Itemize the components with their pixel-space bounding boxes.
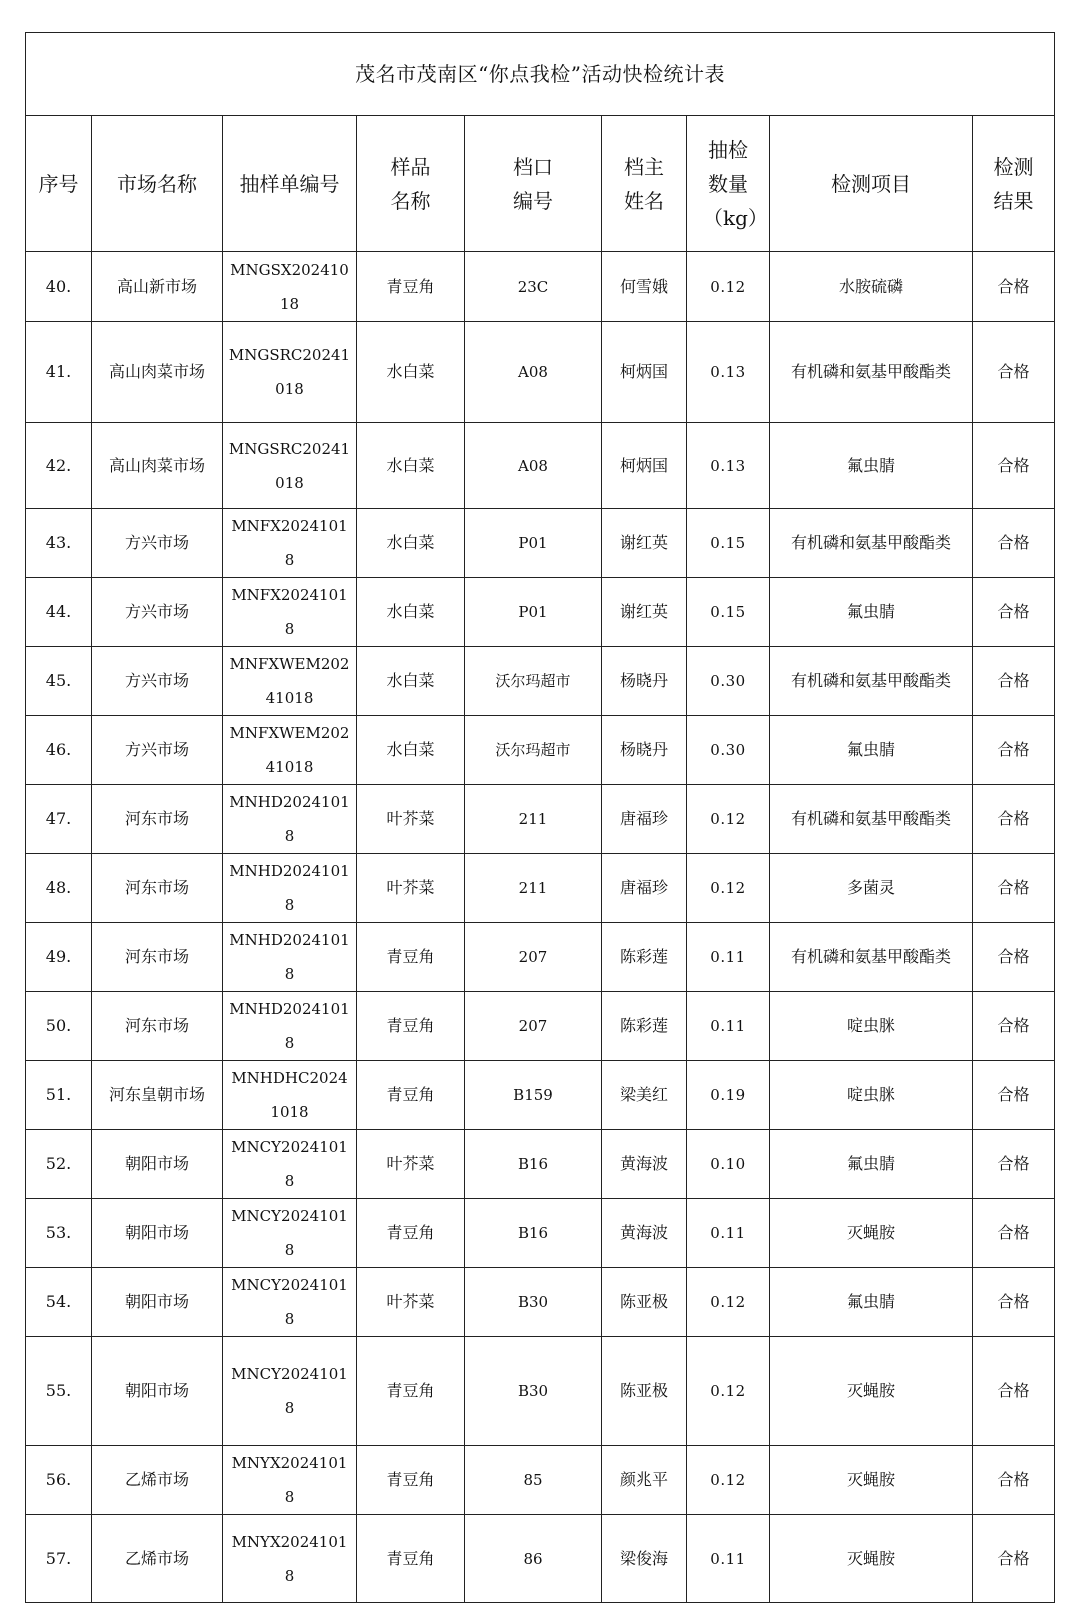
cell-seq: 41. [26,322,92,423]
cell-stall: 207 [465,992,602,1061]
cell-owner: 黄海波 [602,1130,687,1199]
cell-market: 朝阳市场 [92,1268,223,1337]
cell-result: 合格 [973,1268,1055,1337]
cell-market: 方兴市场 [92,647,223,716]
cell-seq: 46. [26,716,92,785]
cell-owner: 陈彩莲 [602,992,687,1061]
cell-item: 啶虫脒 [770,1061,973,1130]
cell-market: 朝阳市场 [92,1130,223,1199]
cell-sample: 水白菜 [357,716,465,785]
cell-owner: 梁美红 [602,1061,687,1130]
cell-item: 氟虫腈 [770,423,973,509]
cell-sample: 水白菜 [357,647,465,716]
cell-qty: 0.11 [687,1199,770,1268]
cell-sample: 水白菜 [357,423,465,509]
table-row [26,1199,1055,1268]
cell-sample: 叶芥菜 [357,1130,465,1199]
cell-sample: 水白菜 [357,322,465,423]
cell-stall: B30 [465,1337,602,1446]
cell-sample: 青豆角 [357,923,465,992]
cell-market: 方兴市场 [92,578,223,647]
cell-market: 方兴市场 [92,716,223,785]
cell-stall: 23C [465,252,602,322]
table-row [26,509,1055,578]
cell-qty: 0.12 [687,854,770,923]
cell-sample: 青豆角 [357,992,465,1061]
cell-seq: 42. [26,423,92,509]
cell-sample: 叶芥菜 [357,1268,465,1337]
cell-sheet-no: MNGSRC20241018 [223,423,357,509]
cell-market: 乙烯市场 [92,1515,223,1603]
cell-stall: 211 [465,854,602,923]
cell-result: 合格 [973,992,1055,1061]
cell-qty: 0.12 [687,252,770,322]
cell-qty: 0.13 [687,423,770,509]
cell-seq: 48. [26,854,92,923]
cell-seq: 50. [26,992,92,1061]
title-row [26,33,1055,116]
cell-owner: 唐福珍 [602,785,687,854]
cell-item: 灭蝇胺 [770,1337,973,1446]
header-sample: 样品名称 [357,116,465,252]
cell-sheet-no: MNCY20241018 [223,1199,357,1268]
cell-sample: 水白菜 [357,578,465,647]
cell-sample: 青豆角 [357,252,465,322]
header-qty: 抽检数量（kg） [687,116,770,252]
cell-sheet-no: MNCY20241018 [223,1337,357,1446]
cell-qty: 0.12 [687,785,770,854]
cell-result: 合格 [973,923,1055,992]
cell-item: 有机磷和氨基甲酸酯类 [770,785,973,854]
cell-seq: 54. [26,1268,92,1337]
cell-seq: 44. [26,578,92,647]
cell-seq: 52. [26,1130,92,1199]
cell-qty: 0.11 [687,992,770,1061]
cell-item: 有机磷和氨基甲酸酯类 [770,647,973,716]
cell-market: 方兴市场 [92,509,223,578]
cell-owner: 黄海波 [602,1199,687,1268]
cell-market: 朝阳市场 [92,1337,223,1446]
cell-qty: 0.30 [687,647,770,716]
cell-owner: 谢红英 [602,509,687,578]
cell-seq: 49. [26,923,92,992]
table-row [26,1130,1055,1199]
table-row [26,992,1055,1061]
cell-sample: 青豆角 [357,1061,465,1130]
cell-market: 河东皇朝市场 [92,1061,223,1130]
cell-owner: 唐福珍 [602,854,687,923]
table-row [26,854,1055,923]
cell-owner: 陈亚极 [602,1337,687,1446]
cell-item: 氟虫腈 [770,1130,973,1199]
cell-qty: 0.19 [687,1061,770,1130]
cell-sheet-no: MNYX20241018 [223,1446,357,1515]
header-stall: 档口编号 [465,116,602,252]
header-owner: 档主姓名 [602,116,687,252]
cell-result: 合格 [973,716,1055,785]
cell-sample: 水白菜 [357,509,465,578]
cell-sheet-no: MNHD20241018 [223,923,357,992]
cell-market: 乙烯市场 [92,1446,223,1515]
cell-owner: 柯炳国 [602,423,687,509]
table-row [26,1515,1055,1603]
cell-seq: 55. [26,1337,92,1446]
cell-result: 合格 [973,252,1055,322]
cell-sheet-no: MNFXWEM20241018 [223,716,357,785]
cell-seq: 51. [26,1061,92,1130]
cell-result: 合格 [973,322,1055,423]
cell-result: 合格 [973,1337,1055,1446]
cell-market: 高山新市场 [92,252,223,322]
inspection-table [25,32,1055,1603]
cell-market: 河东市场 [92,854,223,923]
header-result: 检测结果 [973,116,1055,252]
cell-result: 合格 [973,854,1055,923]
cell-qty: 0.11 [687,923,770,992]
table-row [26,322,1055,423]
cell-seq: 45. [26,647,92,716]
cell-market: 河东市场 [92,785,223,854]
cell-item: 氟虫腈 [770,716,973,785]
cell-result: 合格 [973,1199,1055,1268]
cell-qty: 0.12 [687,1337,770,1446]
cell-sheet-no: MNGSRC20241018 [223,322,357,423]
cell-owner: 何雪娥 [602,252,687,322]
cell-seq: 40. [26,252,92,322]
table-row [26,423,1055,509]
cell-result: 合格 [973,647,1055,716]
cell-stall: P01 [465,578,602,647]
table-row [26,716,1055,785]
cell-owner: 杨晓丹 [602,647,687,716]
cell-stall: B16 [465,1199,602,1268]
cell-qty: 0.13 [687,322,770,423]
cell-owner: 谢红英 [602,578,687,647]
cell-sheet-no: MNHDHC20241018 [223,1061,357,1130]
cell-seq: 56. [26,1446,92,1515]
cell-stall: B30 [465,1268,602,1337]
table-row [26,647,1055,716]
table-row [26,1446,1055,1515]
header-seq: 序号 [26,116,92,252]
cell-qty: 0.15 [687,509,770,578]
cell-market: 朝阳市场 [92,1199,223,1268]
cell-stall: 85 [465,1446,602,1515]
header-sheet-no: 抽样单编号 [223,116,357,252]
header-item: 检测项目 [770,116,973,252]
cell-stall: 沃尔玛超市 [465,716,602,785]
cell-result: 合格 [973,1446,1055,1515]
cell-item: 水胺硫磷 [770,252,973,322]
cell-sample: 青豆角 [357,1446,465,1515]
cell-sheet-no: MNHD20241018 [223,785,357,854]
cell-stall: B16 [465,1130,602,1199]
cell-item: 啶虫脒 [770,992,973,1061]
cell-seq: 57. [26,1515,92,1603]
cell-sample: 青豆角 [357,1337,465,1446]
cell-seq: 43. [26,509,92,578]
cell-owner: 柯炳国 [602,322,687,423]
cell-sheet-no: MNYX20241018 [223,1515,357,1603]
cell-stall: P01 [465,509,602,578]
cell-qty: 0.15 [687,578,770,647]
cell-owner: 杨晓丹 [602,716,687,785]
cell-owner: 陈亚极 [602,1268,687,1337]
table-row [26,1061,1055,1130]
cell-market: 高山肉菜市场 [92,423,223,509]
cell-sheet-no: MNCY20241018 [223,1130,357,1199]
cell-sheet-no: MNFX20241018 [223,578,357,647]
cell-sheet-no: MNCY20241018 [223,1268,357,1337]
table-row [26,923,1055,992]
table-row [26,1337,1055,1446]
cell-result: 合格 [973,578,1055,647]
cell-result: 合格 [973,1515,1055,1603]
cell-item: 有机磷和氨基甲酸酯类 [770,322,973,423]
cell-stall: 211 [465,785,602,854]
cell-stall: 86 [465,1515,602,1603]
cell-sheet-no: MNHD20241018 [223,992,357,1061]
cell-item: 灭蝇胺 [770,1515,973,1603]
cell-sheet-no: MNFX20241018 [223,509,357,578]
cell-stall: A08 [465,322,602,423]
cell-item: 氟虫腈 [770,1268,973,1337]
cell-item: 氟虫腈 [770,578,973,647]
header-market: 市场名称 [92,116,223,252]
header-row [26,116,1055,252]
cell-result: 合格 [973,1130,1055,1199]
cell-owner: 陈彩莲 [602,923,687,992]
cell-sample: 青豆角 [357,1515,465,1603]
cell-result: 合格 [973,509,1055,578]
cell-sheet-no: MNFXWEM20241018 [223,647,357,716]
cell-item: 多菌灵 [770,854,973,923]
cell-result: 合格 [973,1061,1055,1130]
table-row [26,578,1055,647]
cell-stall: A08 [465,423,602,509]
cell-result: 合格 [973,785,1055,854]
cell-market: 高山肉菜市场 [92,322,223,423]
cell-stall: 沃尔玛超市 [465,647,602,716]
cell-sample: 青豆角 [357,1199,465,1268]
cell-item: 灭蝇胺 [770,1199,973,1268]
cell-sheet-no: MNHD20241018 [223,854,357,923]
cell-item: 有机磷和氨基甲酸酯类 [770,509,973,578]
cell-item: 有机磷和氨基甲酸酯类 [770,923,973,992]
cell-owner: 颜兆平 [602,1446,687,1515]
cell-owner: 梁俊海 [602,1515,687,1603]
cell-stall: B159 [465,1061,602,1130]
table-row [26,785,1055,854]
cell-qty: 0.11 [687,1515,770,1603]
cell-qty: 0.10 [687,1130,770,1199]
cell-qty: 0.12 [687,1446,770,1515]
cell-result: 合格 [973,423,1055,509]
cell-sample: 叶芥菜 [357,854,465,923]
cell-market: 河东市场 [92,923,223,992]
cell-item: 灭蝇胺 [770,1446,973,1515]
cell-market: 河东市场 [92,992,223,1061]
cell-seq: 53. [26,1199,92,1268]
table-row [26,1268,1055,1337]
cell-sheet-no: MNGSX20241018 [223,252,357,322]
cell-qty: 0.30 [687,716,770,785]
cell-qty: 0.12 [687,1268,770,1337]
cell-sample: 叶芥菜 [357,785,465,854]
cell-stall: 207 [465,923,602,992]
page-title: 茂名市茂南区“你点我检”活动快检统计表 [26,33,1055,116]
table-row [26,252,1055,322]
cell-seq: 47. [26,785,92,854]
